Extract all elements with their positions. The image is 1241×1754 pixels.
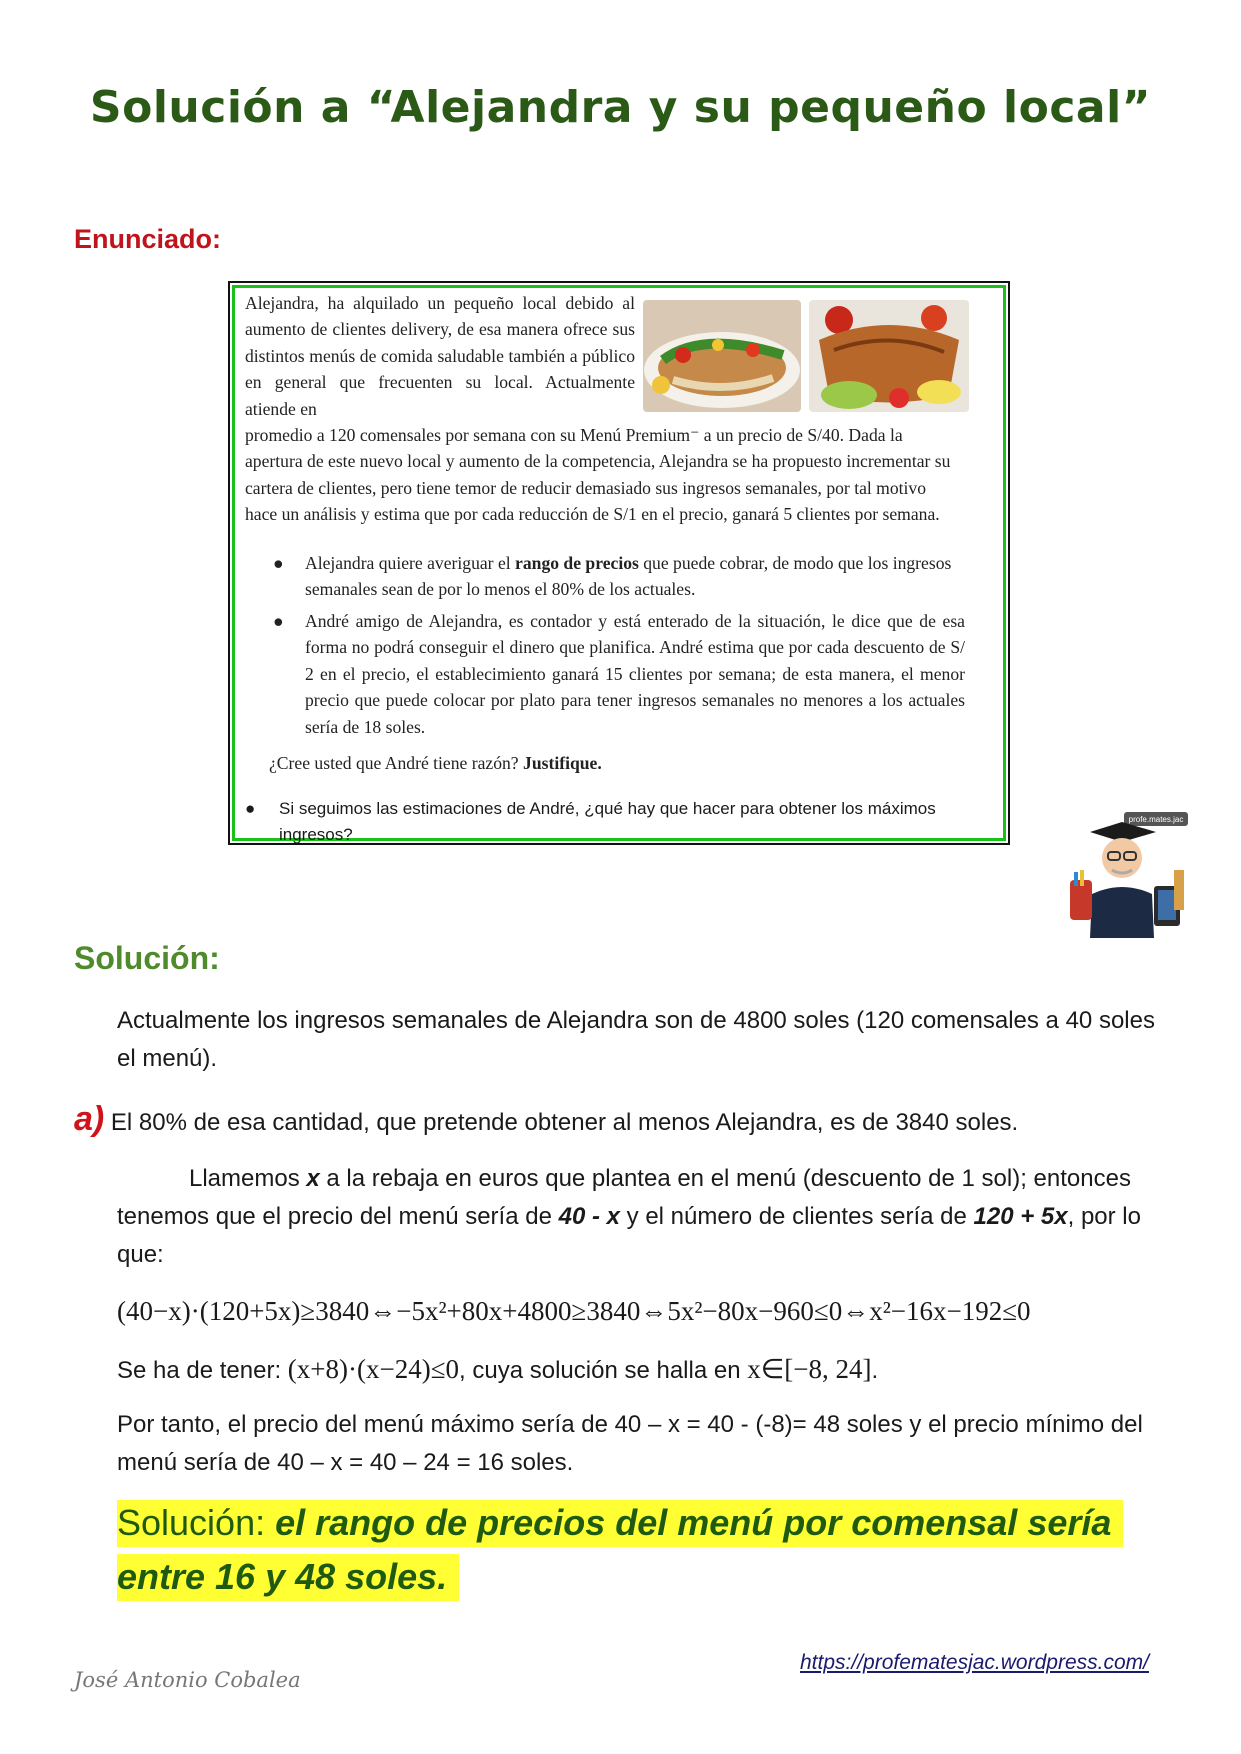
- problem-statement-frame: [232, 285, 1006, 844]
- variable-definition-paragraph: [117, 1160, 1157, 1274]
- final-answer: [117, 1496, 1127, 1604]
- author-avatar: [1060, 810, 1190, 938]
- solution-interval: x∈[−8, 24]: [747, 1354, 872, 1384]
- current-income-paragraph: Actualmente los ingresos semanales de Alejandra son de 4800 soles (120 comensales a 40 soles el menú).: [117, 1007, 1155, 1072]
- factored-paragraph: [117, 1350, 1157, 1390]
- bullet-2-text: André amigo de Alejandra, es contador y está enterado de la situación, le dice que de esa forma no podrá conseguir el dinero que planifica. André estima que por cada descuento de S/ 2 en el precio, el establecimiento ganará 15 clientes por semana; de esta manera, el menor precio que puede colocar por plato para tener ingresos semanales no menores a los actuales sería de 18 soles.: [305, 611, 965, 737]
- question-bold: Justifique.: [523, 753, 602, 773]
- factored-inequality: (x+8)·(x−24)≤0: [287, 1354, 460, 1384]
- bullet-1-pre: Alejandra quiere averiguar el: [305, 553, 516, 573]
- part-a-text: El 80% de esa cantidad, que pretende obtener al menos Alejandra, es de 3840 soles.: [104, 1109, 1019, 1136]
- problem-description: promedio a 120 comensales por semana con su Menú Premium⁻ a un precio de S/40. Dada la apertura de este nuevo local y aumento de la competencia, Alejandra se ha propuesto incrementar su cartera de clientes, pero tiene temor de reducir demasiado sus ingresos semanales, por tal motivo hace un análisis y estima que por cada reducción de S/1 en el precio, ganará 5 clientes por semana.: [245, 425, 951, 525]
- footer-link[interactable]: https://profematesjac.wordpress.com/: [800, 1651, 1149, 1674]
- p3-text-4: , por lo que:: [117, 1203, 1141, 1268]
- bullet-icon: ●: [245, 799, 256, 818]
- p3-text-2: a la rebaja en euros que plantea en el menú (descuento de 1 sol); entonces tenemos que el precio del menú sería de: [117, 1165, 1131, 1230]
- problem-statement-box: [228, 281, 1010, 845]
- bullet-1-bold: rango de precios: [515, 553, 639, 573]
- enunciado-heading: Enunciado:: [74, 224, 221, 254]
- variable-x: x: [306, 1165, 320, 1192]
- problem-intro: Alejandra, ha alquilado un pequeño local debido al aumento de clientes delivery, de esa manera ofrece sus distintos menús de comida saludable también a público en general que frecuenten su local. Actualmente atiende en: [245, 293, 635, 419]
- problem-bullet-2: [245, 608, 965, 738]
- p3-text-1: Llamemos: [189, 1165, 307, 1192]
- p4-text-1: Se ha de tener:: [117, 1357, 288, 1384]
- clients-expression: 120 + 5x: [973, 1203, 1068, 1230]
- final-answer-label: Solución:: [117, 1502, 276, 1543]
- p4-text-2: , cuya solución se halla en: [459, 1357, 748, 1384]
- food-photo-salad: [643, 300, 801, 412]
- price-expression: 40 - x: [558, 1203, 620, 1230]
- part-a-paragraph: [74, 1100, 1174, 1142]
- question-text: ¿Cree usted que André tiene razón?: [269, 753, 524, 773]
- footer-author-signature: José Antonio Cobalea: [74, 1668, 301, 1692]
- part-a-label: a): [74, 1100, 105, 1138]
- page-title: Solución a “Alejandra y su pequeño local”: [89, 82, 1152, 133]
- solution-heading: Solución:: [74, 940, 220, 976]
- max-income-text: Si seguimos las estimaciones de André, ¿qué hay que hacer para obtener los máximos ingresos?: [279, 799, 936, 844]
- bullet-icon: ●: [273, 553, 284, 573]
- food-photo-fish: [809, 300, 969, 412]
- bullet-1-text: [305, 550, 965, 603]
- final-answer-text: el rango de precios del menú por comensal sería entre 16 y 48 soles.: [117, 1502, 1112, 1597]
- p3-text-3: y el número de clientes sería de: [619, 1203, 974, 1230]
- bullet-1-post: que puede cobrar, de modo que los ingresos semanales sean de por lo menos el 80% de los actuales.: [305, 553, 952, 600]
- p4-text-3: .: [871, 1357, 879, 1384]
- price-range-paragraph: Por tanto, el precio del menú máximo sería de 40 – x = 40 - (-8)= 48 soles y el precio mínimo del menú sería de 40 – x = 40 – 24 = 16 soles.: [117, 1411, 1143, 1476]
- avatar-tag: profe.mates.jac: [1128, 815, 1184, 824]
- inequality-equation: (40−x)·(120+5x)≥3840⇔−5x²+80x+4800≥3840⇔5x²−80x−960≤0⇔x²−16x−192≤0: [117, 1296, 1031, 1326]
- final-answer-highlight: [117, 1500, 1123, 1601]
- bullet-icon: ●: [273, 611, 284, 631]
- problem-bullet-1: [245, 550, 957, 606]
- andre-question: [269, 750, 602, 776]
